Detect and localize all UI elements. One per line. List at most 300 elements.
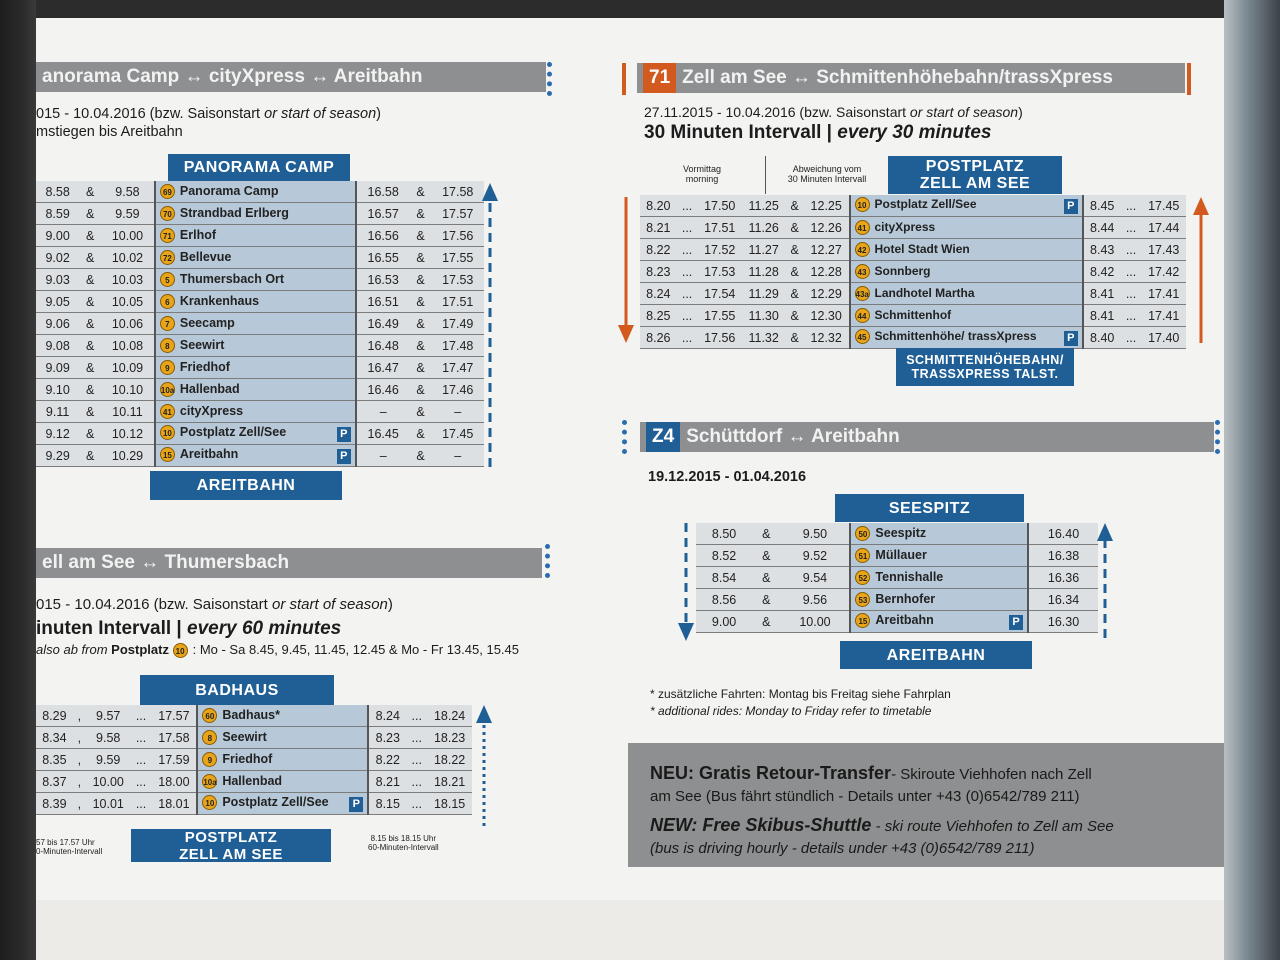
- separator: ...: [677, 305, 698, 327]
- direction-arrow-up-icon: [1193, 197, 1209, 343]
- return-time: 17.41: [1141, 283, 1186, 305]
- timetable-z4: [696, 523, 1098, 633]
- table-row: [696, 567, 1098, 589]
- departure-time: 9.00: [36, 225, 79, 247]
- return-time: –: [356, 401, 410, 423]
- separator: &: [79, 269, 101, 291]
- table-row: [640, 283, 1186, 305]
- departure-time: 8.29: [36, 705, 73, 727]
- stop-name-cell: [197, 749, 368, 771]
- deviation-time: 11.27: [742, 239, 785, 261]
- departure-time: 17.53: [697, 261, 741, 283]
- stop-name: Friedhof: [222, 751, 273, 766]
- return-time: 18.22: [427, 749, 472, 771]
- route-number-badge: 71: [643, 63, 676, 93]
- separator: &: [752, 545, 780, 567]
- separator: &: [410, 203, 432, 225]
- departure-time: 9.12: [36, 423, 79, 445]
- departure-time: 8.54: [696, 567, 752, 589]
- timetable-panorama: [36, 181, 484, 467]
- table-row: [36, 203, 484, 225]
- stop-name-cell: [155, 247, 356, 269]
- separator: ,: [73, 749, 86, 771]
- stop-number-icon: 42: [855, 242, 870, 257]
- separator: ...: [677, 239, 698, 261]
- stop-name-cell: [850, 545, 1028, 567]
- separator: ...: [677, 327, 698, 349]
- return-time: 8.15: [368, 793, 406, 815]
- parking-icon: P: [1064, 331, 1078, 346]
- departure-time: 10.00: [86, 771, 131, 793]
- stop-name-cell: [850, 589, 1028, 611]
- stop-name-cell: [197, 793, 368, 815]
- deviation-time: 11.25: [742, 195, 785, 217]
- direction-arrow-down-icon: [618, 197, 634, 343]
- parking-icon: P: [1009, 615, 1023, 630]
- departure-time: 8.34: [36, 727, 73, 749]
- table-row: [36, 793, 472, 815]
- stop-name-cell: [155, 335, 356, 357]
- departure-time: 8.24: [640, 283, 677, 305]
- return-time: 8.41: [1083, 283, 1121, 305]
- stop-name: Schmittenhof: [874, 307, 952, 322]
- separator: ...: [677, 195, 698, 217]
- departure-time: 8.21: [640, 217, 677, 239]
- interval-text: 30 Minuten Intervall | every 30 minutes: [644, 122, 992, 143]
- table-row: [696, 545, 1098, 567]
- info-de-line-1: NEU: Gratis Retour-Transfer- Skiroute Viehhofen nach Zell: [650, 763, 1092, 783]
- separator: ...: [131, 727, 152, 749]
- stop-name-cell: [850, 305, 1083, 327]
- stop-name-cell: [850, 523, 1028, 545]
- departure-time: 17.54: [697, 283, 741, 305]
- stop-header-badhaus: BADHAUS: [140, 675, 334, 705]
- return-time: 16.34: [1028, 589, 1098, 611]
- return-time: 16.46: [356, 379, 410, 401]
- stop-number-icon: 15: [160, 447, 175, 462]
- stop-name: Postplatz Zell/See: [874, 197, 977, 211]
- departure-time: 10.01: [86, 793, 131, 815]
- separator: ...: [1121, 239, 1142, 261]
- return-time: 17.42: [1141, 261, 1186, 283]
- stop-name: Postplatz Zell/See: [222, 795, 329, 809]
- separator: ...: [1121, 261, 1142, 283]
- table-row: [36, 771, 472, 793]
- route-header-z4: [640, 422, 1214, 452]
- parking-icon: P: [337, 427, 351, 442]
- departure-time: 8.25: [640, 305, 677, 327]
- separator: &: [785, 195, 804, 217]
- return-time: 8.23: [368, 727, 406, 749]
- separator: ...: [1121, 283, 1142, 305]
- deviation-time: 12.27: [804, 239, 850, 261]
- route-number-badge: Z4: [646, 422, 680, 452]
- separator: ...: [406, 705, 427, 727]
- departure-time: 8.20: [640, 195, 677, 217]
- departure-time: 9.00: [696, 611, 752, 633]
- return-time: 8.40: [1083, 327, 1121, 349]
- separator: &: [410, 401, 432, 423]
- stop-name-cell: [850, 327, 1083, 349]
- return-time: 16.53: [356, 269, 410, 291]
- footnote-right: 8.15 bis 18.15 Uhr 60-Minuten-Intervall: [368, 834, 439, 852]
- stop-number-icon: 15: [855, 613, 870, 628]
- table-row: [696, 589, 1098, 611]
- separator: &: [410, 291, 432, 313]
- stop-number-icon: 5: [160, 272, 175, 287]
- table-row: [640, 195, 1186, 217]
- table-row: [36, 705, 472, 727]
- return-time: 16.58: [356, 181, 410, 203]
- stop-name: cityXpress: [874, 219, 936, 234]
- separator: ...: [1121, 195, 1142, 217]
- stop-name-cell: [155, 313, 356, 335]
- stop-name: Areitbahn: [875, 613, 934, 627]
- table-row: [640, 217, 1186, 239]
- stop-header-seespitz: SEESPITZ: [835, 494, 1024, 522]
- table-row: [696, 523, 1098, 545]
- stop-number-icon: 43: [855, 264, 870, 279]
- table-row: [36, 291, 484, 313]
- departure-time: 10.05: [101, 291, 155, 313]
- table-row: [36, 357, 484, 379]
- stop-name-cell: [850, 261, 1083, 283]
- return-time: –: [431, 445, 484, 467]
- separator: &: [752, 523, 780, 545]
- departure-time: 8.22: [640, 239, 677, 261]
- return-time: 17.55: [431, 247, 484, 269]
- stop-name: Schmittenhöhe/ trassXpress: [874, 329, 1037, 343]
- stop-number-icon: 8: [160, 338, 175, 353]
- departure-time: 10.00: [781, 611, 851, 633]
- stop-name-cell: [197, 705, 368, 727]
- separator: &: [410, 445, 432, 467]
- departure-time: 9.02: [36, 247, 79, 269]
- departure-time: 9.52: [781, 545, 851, 567]
- departure-time: 17.51: [697, 217, 741, 239]
- table-row: [640, 261, 1186, 283]
- column-header-morning: Vormittag morning: [682, 164, 722, 184]
- stop-number-icon: 72: [160, 250, 175, 265]
- parking-icon: P: [337, 449, 351, 464]
- info-de-line-2: am See (Bus fährt stündlich - Details unter +43 (0)6542/789 211): [650, 788, 1080, 805]
- route-title: Schüttdorf ↔ Areitbahn: [686, 426, 900, 447]
- return-time: 17.43: [1141, 239, 1186, 261]
- stop-name-cell: [850, 567, 1028, 589]
- departure-time: 9.06: [36, 313, 79, 335]
- return-time: 16.38: [1028, 545, 1098, 567]
- stop-number-icon: 70: [160, 206, 175, 221]
- departure-time: 17.58: [152, 727, 198, 749]
- stop-name-cell: [155, 445, 356, 467]
- deviation-time: 12.25: [804, 195, 850, 217]
- stop-name: Bernhofer: [875, 591, 936, 606]
- stop-number-icon: 9: [202, 752, 217, 767]
- stop-name-cell: [155, 379, 356, 401]
- departure-time: 9.54: [781, 567, 851, 589]
- separator: &: [752, 611, 780, 633]
- route-title: ell am See ↔ Thumersbach: [42, 552, 290, 573]
- separator: &: [79, 181, 101, 203]
- stop-number-icon: 10: [160, 425, 175, 440]
- stop-name-cell: [155, 357, 356, 379]
- return-time: 16.55: [356, 247, 410, 269]
- separator: &: [79, 445, 101, 467]
- table-row: [640, 327, 1186, 349]
- stop-name-cell: [850, 611, 1028, 633]
- stop-name: Sonnberg: [874, 263, 931, 278]
- return-time: 17.46: [431, 379, 484, 401]
- separator: ...: [406, 771, 427, 793]
- separator: ...: [677, 261, 698, 283]
- stop-name: Tennishalle: [875, 569, 944, 584]
- column-divider: [765, 156, 766, 194]
- stop-name-cell: [155, 401, 356, 423]
- departure-time: 10.09: [101, 357, 155, 379]
- stop-name: Panorama Camp: [179, 183, 279, 198]
- separator: &: [785, 283, 804, 305]
- stop-number-icon: 6: [160, 294, 175, 309]
- return-time: 17.49: [431, 313, 484, 335]
- return-time: 8.22: [368, 749, 406, 771]
- separator: ...: [677, 217, 698, 239]
- stop-number-icon: 69: [160, 184, 175, 199]
- stop-name: cityXpress: [179, 403, 244, 418]
- stop-number-icon: 10: [855, 197, 870, 212]
- direction-arrow-down-icon: [678, 523, 694, 641]
- table-row: [640, 305, 1186, 327]
- stop-number-icon: 60: [202, 708, 217, 723]
- stop-name: Seewirt: [222, 729, 267, 744]
- deviation-time: 12.29: [804, 283, 850, 305]
- table-row: [36, 181, 484, 203]
- separator: &: [79, 247, 101, 269]
- stop-name: Bellevue: [179, 249, 232, 264]
- separator: ,: [73, 727, 86, 749]
- stop-name: Landhotel Martha: [874, 285, 975, 300]
- return-time: –: [431, 401, 484, 423]
- direction-arrow-up-icon: [482, 183, 498, 473]
- validity-dates: 015 - 10.04.2016 (bzw. Saisonstart or start of season): [36, 106, 381, 122]
- stop-header-panorama-camp: PANORAMA CAMP: [168, 154, 350, 181]
- return-time: 17.51: [431, 291, 484, 313]
- deviation-time: 12.32: [804, 327, 850, 349]
- timetable-thumersbach: [36, 705, 472, 815]
- return-time: 17.40: [1141, 327, 1186, 349]
- stop-number-icon: 10a: [160, 382, 175, 397]
- stop-name: Hallenbad: [179, 381, 240, 396]
- stop-number-icon: 7: [160, 316, 175, 331]
- return-time: 16.48: [356, 335, 410, 357]
- stop-number-icon: 41: [855, 220, 870, 235]
- separator: ...: [406, 727, 427, 749]
- separator: ...: [1121, 217, 1142, 239]
- table-row: [36, 445, 484, 467]
- return-time: 17.53: [431, 269, 484, 291]
- parking-icon: P: [1064, 199, 1078, 214]
- table-row: [36, 401, 484, 423]
- separator: &: [785, 305, 804, 327]
- stop-header-schmittenhoehebahn: SCHMITTENHÖHEBAHN/ TRASSXPRESS TALST.: [896, 348, 1074, 386]
- departure-time: 17.59: [152, 749, 198, 771]
- validity-dates: 19.12.2015 - 01.04.2016: [648, 469, 807, 485]
- separator: ,: [73, 793, 86, 815]
- departure-time: 17.52: [697, 239, 741, 261]
- return-time: 16.36: [1028, 567, 1098, 589]
- stop-name-cell: [155, 203, 356, 225]
- table-row: [36, 247, 484, 269]
- return-time: 16.49: [356, 313, 410, 335]
- stop-name-cell: [197, 771, 368, 793]
- separator: ...: [131, 705, 152, 727]
- return-time: 16.57: [356, 203, 410, 225]
- stop-number-icon: 71: [160, 228, 175, 243]
- return-time: 8.24: [368, 705, 406, 727]
- stop-name: Friedhof: [179, 359, 230, 374]
- return-time: 16.56: [356, 225, 410, 247]
- departure-time: 10.08: [101, 335, 155, 357]
- table-row: [36, 379, 484, 401]
- stop-header-postplatz: POSTPLATZ ZELL AM SEE: [888, 156, 1062, 194]
- table-row: [696, 611, 1098, 633]
- interval-text: inuten Intervall | every 60 minutes: [36, 618, 342, 639]
- stop-number-icon: 44: [855, 308, 870, 323]
- return-time: 18.21: [427, 771, 472, 793]
- separator: &: [752, 589, 780, 611]
- stop-name-cell: [197, 727, 368, 749]
- deviation-time: 11.28: [742, 261, 785, 283]
- stop-name-cell: [155, 423, 356, 445]
- direction-arrow-up-icon: [476, 705, 492, 830]
- page-bottom: [36, 900, 1226, 960]
- parking-icon: P: [349, 797, 363, 812]
- separator: &: [410, 423, 432, 445]
- stop-name: Müllauer: [875, 547, 927, 562]
- stop-name: Areitbahn: [179, 447, 239, 461]
- separator: &: [752, 567, 780, 589]
- route-dots: [622, 420, 632, 454]
- stop-number-icon: 51: [855, 548, 870, 563]
- validity-dates: 015 - 10.04.2016 (bzw. Saisonstart or start of season): [36, 596, 393, 613]
- return-time: 16.47: [356, 357, 410, 379]
- transfer-note: mstiegen bis Areitbahn: [36, 124, 183, 140]
- screen-bezel-left: [0, 0, 36, 960]
- separator: &: [410, 313, 432, 335]
- route-marker-left: [622, 63, 626, 95]
- stop-name: Krankenhaus: [179, 293, 260, 308]
- stop-name: Erlhof: [179, 227, 216, 242]
- departure-time: 8.37: [36, 771, 73, 793]
- stop-number-icon: 10a: [202, 774, 217, 789]
- departure-time: 17.57: [152, 705, 198, 727]
- departure-time: 9.58: [101, 181, 155, 203]
- separator: &: [79, 313, 101, 335]
- departure-time: 9.50: [781, 523, 851, 545]
- separator: &: [410, 357, 432, 379]
- table-row: [36, 727, 472, 749]
- return-time: 8.44: [1083, 217, 1121, 239]
- departure-time: 18.01: [152, 793, 198, 815]
- return-time: 17.41: [1141, 305, 1186, 327]
- table-row: [36, 225, 484, 247]
- departure-time: 10.10: [101, 379, 155, 401]
- table-row: [36, 313, 484, 335]
- return-time: 17.47: [431, 357, 484, 379]
- stop-name: Postplatz Zell/See: [179, 425, 287, 439]
- departure-time: 9.56: [781, 589, 851, 611]
- departure-time: 9.05: [36, 291, 79, 313]
- separator: ...: [677, 283, 698, 305]
- return-time: 18.15: [427, 793, 472, 815]
- separator: &: [410, 181, 432, 203]
- departure-time: 8.35: [36, 749, 73, 771]
- footnote-left: 57 bis 17.57 Uhr 0-Minuten-Intervall: [36, 838, 103, 856]
- separator: &: [79, 401, 101, 423]
- table-row: [36, 269, 484, 291]
- departure-time: 9.11: [36, 401, 79, 423]
- departure-time: 8.58: [36, 181, 79, 203]
- stop-name: Badhaus*: [222, 707, 280, 722]
- stop-header-areitbahn: AREITBAHN: [150, 471, 342, 500]
- departure-time: 8.59: [36, 203, 79, 225]
- stop-name-cell: [850, 239, 1083, 261]
- stop-name: Hotel Stadt Wien: [874, 241, 970, 256]
- separator: &: [785, 261, 804, 283]
- stop-number-icon: 45: [855, 329, 870, 344]
- route-title: anorama Camp ↔ cityXpress ↔ Areitbahn: [42, 66, 423, 87]
- return-time: 16.30: [1028, 611, 1098, 633]
- return-time: 17.45: [431, 423, 484, 445]
- return-time: 8.42: [1083, 261, 1121, 283]
- separator: ...: [406, 793, 427, 815]
- departure-time: 17.55: [697, 305, 741, 327]
- separator: &: [79, 423, 101, 445]
- departure-time: 9.09: [36, 357, 79, 379]
- stop-number-icon: 52: [855, 570, 870, 585]
- stop-number-icon: 53: [855, 592, 870, 607]
- info-en-line-1: NEW: Free Skibus-Shuttle - ski route Viehhofen to Zell am See: [650, 815, 1114, 835]
- return-time: 17.44: [1141, 217, 1186, 239]
- separator: &: [410, 379, 432, 401]
- route-title: Zell am See ↔ Schmittenhöhebahn/trassXpress: [682, 67, 1113, 88]
- stop-name-cell: [850, 217, 1083, 239]
- stop-name: Seespitz: [875, 525, 927, 540]
- deviation-time: 11.29: [742, 283, 785, 305]
- deviation-time: 11.32: [742, 327, 785, 349]
- return-time: 16.40: [1028, 523, 1098, 545]
- info-box-shuttle: [628, 743, 1250, 867]
- separator: &: [410, 335, 432, 357]
- separator: &: [79, 357, 101, 379]
- route-header-thumersbach: [36, 548, 542, 578]
- stop-name: Hallenbad: [222, 773, 283, 788]
- stop-number-icon: 9: [160, 360, 175, 375]
- route-marker-right: [1187, 63, 1191, 95]
- screen-bezel-right: [1224, 0, 1280, 960]
- departure-time: 8.26: [640, 327, 677, 349]
- separator: ,: [73, 705, 86, 727]
- separator: &: [79, 291, 101, 313]
- departure-time: 8.50: [696, 523, 752, 545]
- deviation-time: 12.26: [804, 217, 850, 239]
- separator: ,: [73, 771, 86, 793]
- stop-name: Seewirt: [179, 337, 225, 352]
- stop-number-icon: 41: [160, 404, 175, 419]
- separator: &: [79, 203, 101, 225]
- route-dots: [547, 62, 557, 96]
- stop-name: Seecamp: [179, 315, 235, 330]
- return-time: 17.45: [1141, 195, 1186, 217]
